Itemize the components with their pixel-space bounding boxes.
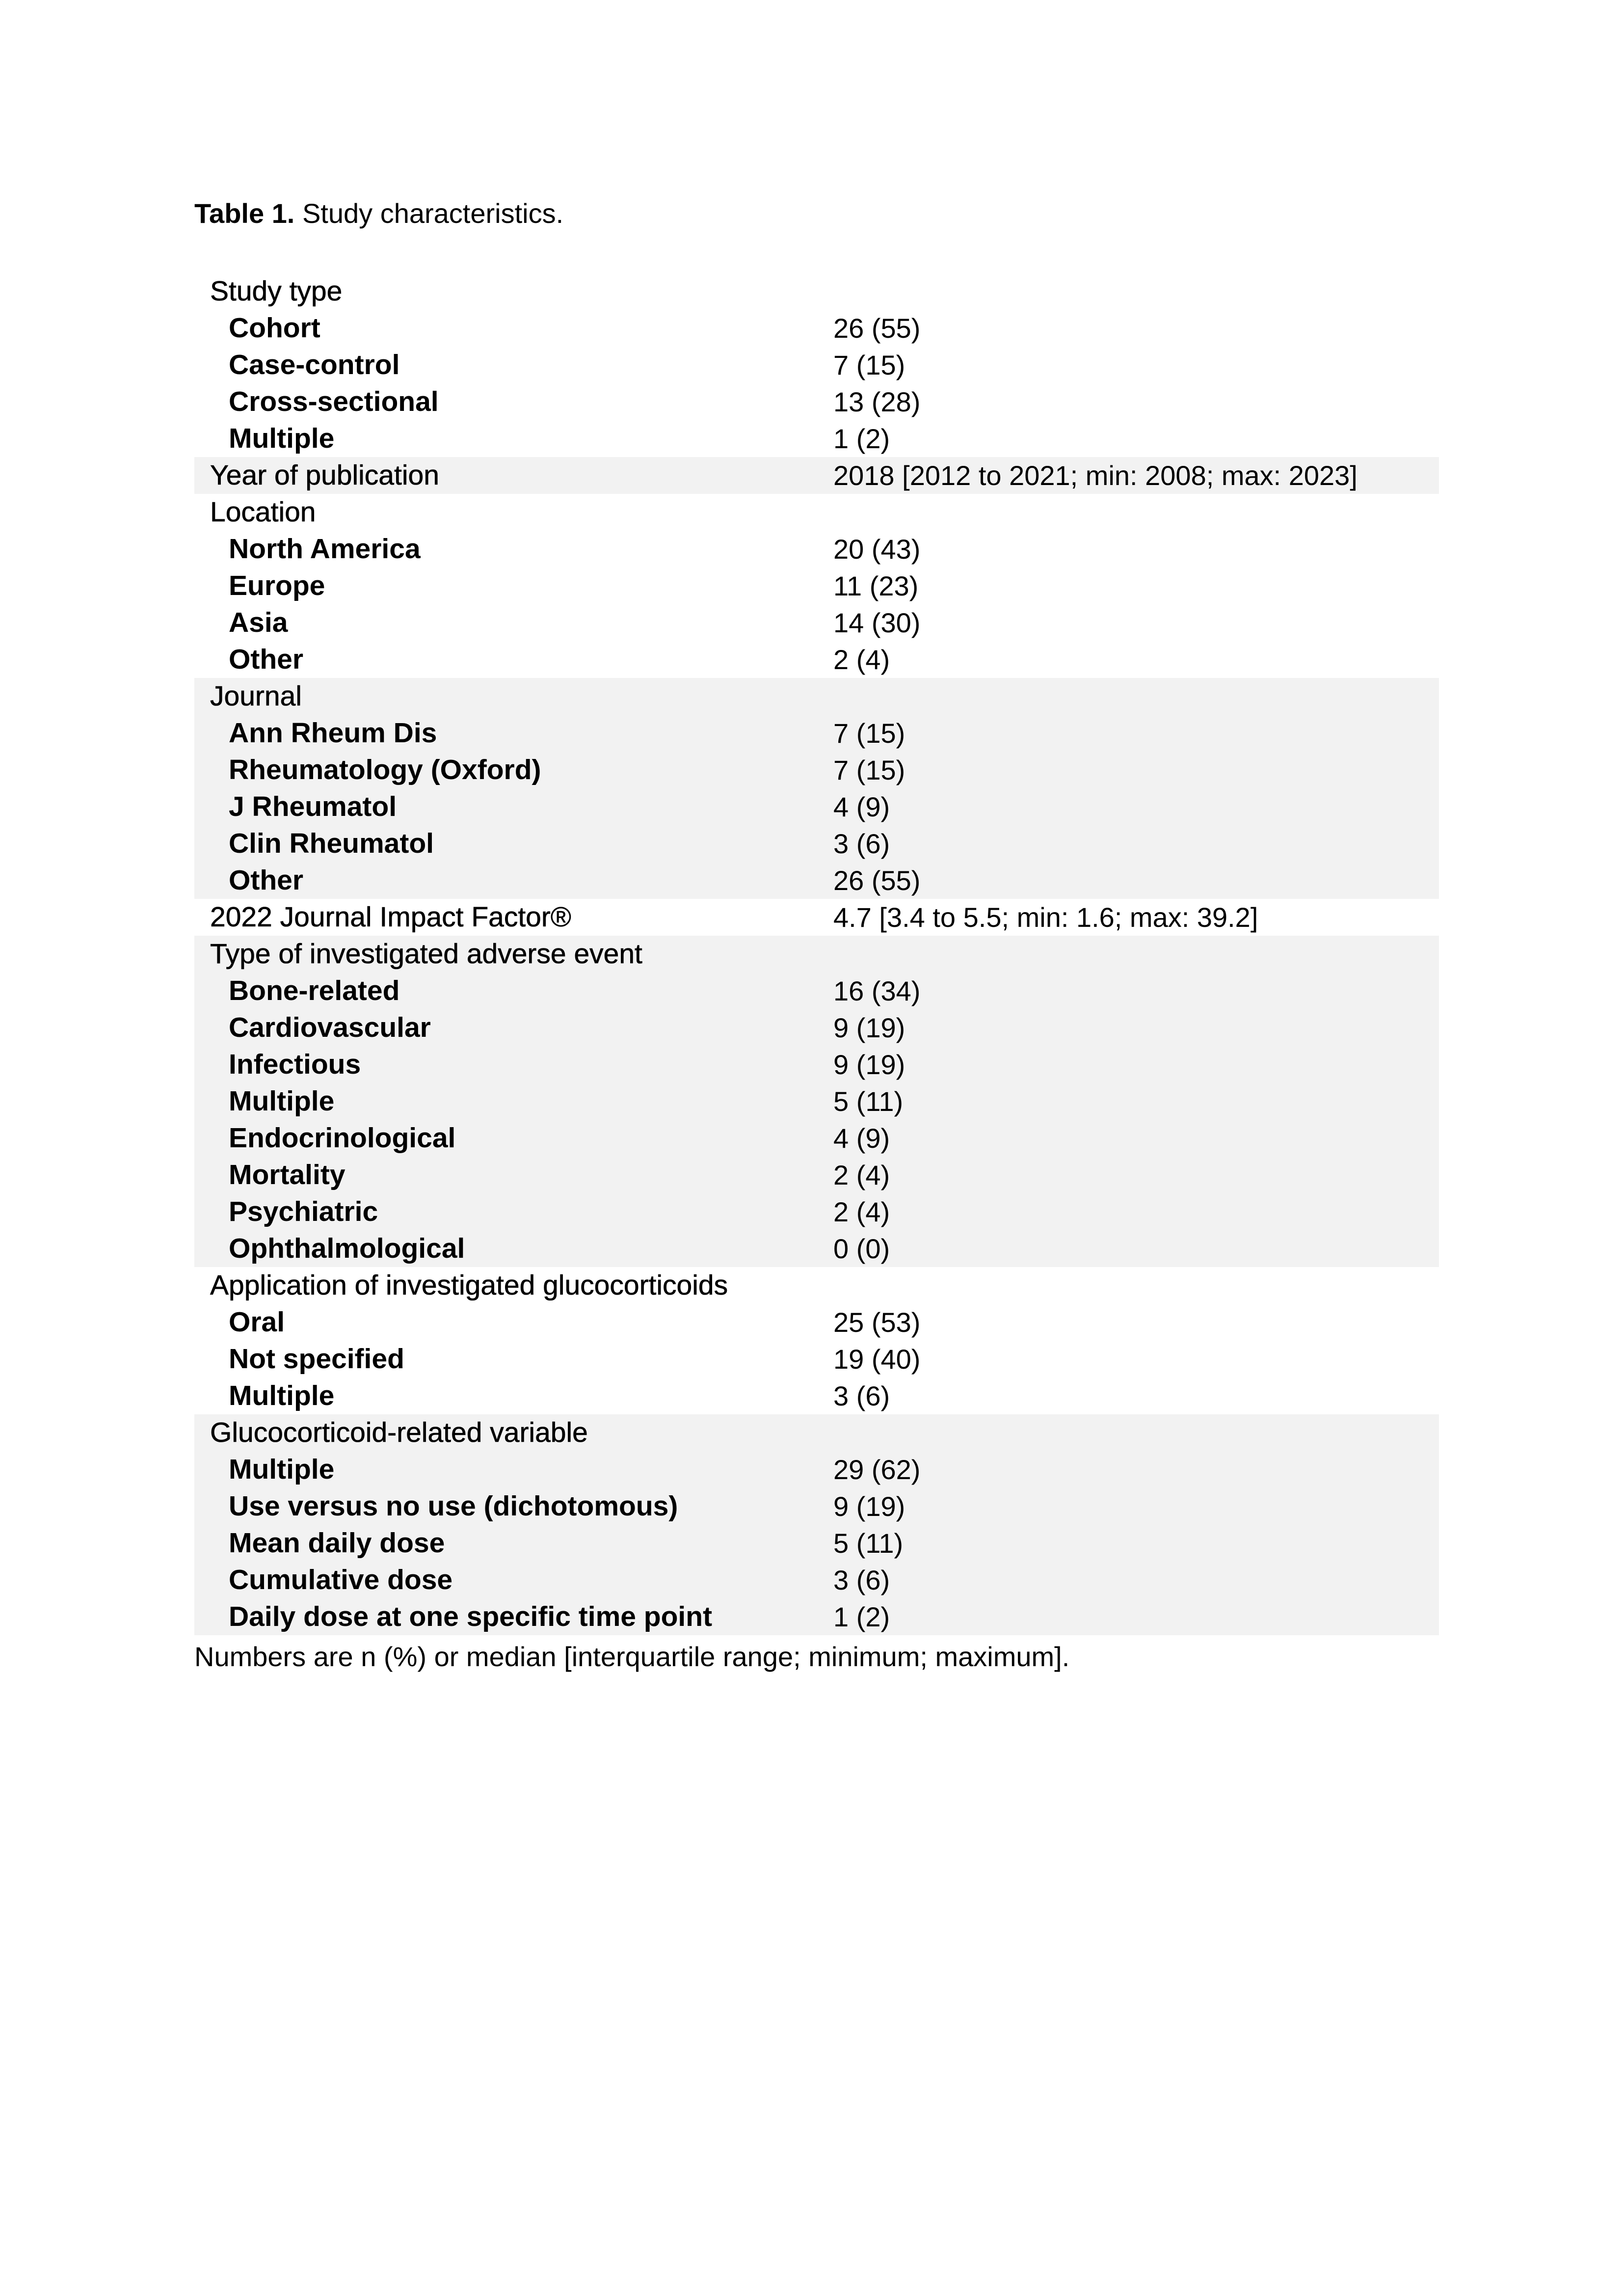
row-label: Bone-related xyxy=(229,975,400,1006)
table-row xyxy=(194,1230,1439,1267)
table-row xyxy=(194,1598,1439,1635)
row-label: Multiple xyxy=(229,1454,335,1485)
row-value: 9 (19) xyxy=(833,1012,905,1043)
row-value: 14 (30) xyxy=(833,607,921,638)
table-row xyxy=(194,1046,1439,1083)
table-row xyxy=(194,1488,1439,1525)
row-label: J Rheumatol xyxy=(229,791,397,822)
table-group xyxy=(194,1414,1439,1635)
table-row xyxy=(194,1083,1439,1120)
row-label: Cumulative dose xyxy=(229,1564,453,1595)
table-row xyxy=(194,1157,1439,1193)
table-group-header-row xyxy=(194,1414,1439,1451)
table-row xyxy=(194,1341,1439,1378)
table-caption xyxy=(194,196,563,231)
table-row xyxy=(194,604,1439,641)
group-title: Location xyxy=(210,496,316,528)
row-label: Other xyxy=(229,644,304,675)
row-label: Oral xyxy=(229,1306,285,1338)
table-row xyxy=(194,1304,1439,1341)
table-row xyxy=(194,531,1439,567)
row-value: 2 (4) xyxy=(833,1160,890,1190)
row-label: Infectious xyxy=(229,1049,361,1080)
row-value: 0 (0) xyxy=(833,1233,890,1264)
row-value: 26 (55) xyxy=(833,865,921,896)
table-row xyxy=(194,420,1439,457)
group-summary-value: 4.7 [3.4 to 5.5; min: 1.6; max: 39.2] xyxy=(833,902,1258,933)
table-row xyxy=(194,1525,1439,1562)
table-group xyxy=(194,899,1439,936)
row-label: Other xyxy=(229,864,304,896)
group-summary-value: 2018 [2012 to 2021; min: 2008; max: 2023] xyxy=(833,460,1357,491)
row-label: Psychiatric xyxy=(229,1196,378,1227)
table-row xyxy=(194,310,1439,347)
table-row xyxy=(194,862,1439,899)
row-label: Ophthalmological xyxy=(229,1233,465,1264)
table-footnote: Numbers are n (%) or median [interquartile range; minimum; maximum]. xyxy=(194,1641,1070,1672)
row-value: 7 (15) xyxy=(833,755,905,785)
table-group xyxy=(194,1267,1439,1414)
row-value: 5 (11) xyxy=(833,1086,904,1117)
table-row xyxy=(194,1009,1439,1046)
table-row xyxy=(194,1378,1439,1414)
row-label: Not specified xyxy=(229,1343,404,1375)
row-label: Cardiovascular xyxy=(229,1012,431,1043)
row-label: Ann Rheum Dis xyxy=(229,717,437,749)
table-row xyxy=(194,1451,1439,1488)
table-group xyxy=(194,678,1439,899)
row-value: 11 (23) xyxy=(833,570,919,601)
group-title: Type of investigated adverse event xyxy=(210,938,642,970)
row-value: 7 (15) xyxy=(833,718,905,749)
group-title: Glucocorticoid-related variable xyxy=(210,1417,588,1448)
row-value: 1 (2) xyxy=(833,1601,890,1632)
group-title: Year of publication xyxy=(210,459,439,491)
row-value: 7 (15) xyxy=(833,350,905,380)
table-group-header-row xyxy=(194,936,1439,972)
table-row xyxy=(194,347,1439,383)
group-title: Study type xyxy=(210,275,343,307)
table-row xyxy=(194,788,1439,825)
row-value: 25 (53) xyxy=(833,1307,921,1338)
table-group-header-row xyxy=(194,678,1439,715)
table-row xyxy=(194,1193,1439,1230)
row-value: 20 (43) xyxy=(833,534,921,565)
row-label: Daily dose at one specific time point xyxy=(229,1601,713,1632)
row-label: Europe xyxy=(229,570,325,601)
group-title: 2022 Journal Impact Factor® xyxy=(210,901,571,933)
table-group-header-row xyxy=(194,899,1439,936)
row-value: 5 (11) xyxy=(833,1528,904,1559)
table-row xyxy=(194,1120,1439,1157)
row-value: 3 (6) xyxy=(833,1380,890,1411)
table-group xyxy=(194,494,1439,678)
table-group-header-row xyxy=(194,457,1439,494)
row-label: Mortality xyxy=(229,1159,346,1190)
table-group-header-row xyxy=(194,1267,1439,1304)
row-value: 4 (9) xyxy=(833,791,890,822)
row-label: Rheumatology (Oxford) xyxy=(229,754,541,785)
row-value: 2 (4) xyxy=(833,644,890,675)
row-value: 26 (55) xyxy=(833,313,921,344)
row-value: 9 (19) xyxy=(833,1491,905,1522)
row-value: 2 (4) xyxy=(833,1196,890,1227)
row-value: 16 (34) xyxy=(833,975,921,1006)
row-label: Clin Rheumatol xyxy=(229,828,434,859)
row-label: North America xyxy=(229,533,421,565)
table-row xyxy=(194,715,1439,752)
row-value: 1 (2) xyxy=(833,423,890,454)
row-label: Multiple xyxy=(229,1380,335,1411)
row-value: 29 (62) xyxy=(833,1454,921,1485)
row-label: Use versus no use (dichotomous) xyxy=(229,1490,678,1522)
table-row xyxy=(194,383,1439,420)
table-caption-label: Table 1. xyxy=(194,198,295,229)
row-value: 3 (6) xyxy=(833,828,890,859)
table-group xyxy=(194,457,1439,494)
table-row xyxy=(194,825,1439,862)
table-row xyxy=(194,752,1439,788)
table-row xyxy=(194,641,1439,678)
row-value: 9 (19) xyxy=(833,1049,905,1080)
table-row xyxy=(194,567,1439,604)
row-label: Asia xyxy=(229,607,288,638)
row-value: 3 (6) xyxy=(833,1565,890,1595)
row-label: Multiple xyxy=(229,423,335,454)
table-caption-text: Study characteristics. xyxy=(302,198,564,229)
group-title: Journal xyxy=(210,680,302,712)
table-group-header-row xyxy=(194,273,1439,310)
row-label: Multiple xyxy=(229,1085,335,1117)
row-value: 19 (40) xyxy=(833,1344,921,1375)
table-group xyxy=(194,936,1439,1267)
row-label: Mean daily dose xyxy=(229,1527,445,1559)
row-label: Cohort xyxy=(229,312,320,344)
characteristics-table xyxy=(194,273,1439,1635)
table-group xyxy=(194,273,1439,457)
group-title: Application of investigated glucocorticoids xyxy=(210,1270,728,1301)
table-row xyxy=(194,1562,1439,1598)
table-row xyxy=(194,972,1439,1009)
row-label: Cross-sectional xyxy=(229,386,439,417)
row-label: Case-control xyxy=(229,349,400,380)
table-group-header-row xyxy=(194,494,1439,531)
row-label: Endocrinological xyxy=(229,1122,456,1154)
row-value: 4 (9) xyxy=(833,1123,890,1154)
row-value: 13 (28) xyxy=(833,386,921,417)
